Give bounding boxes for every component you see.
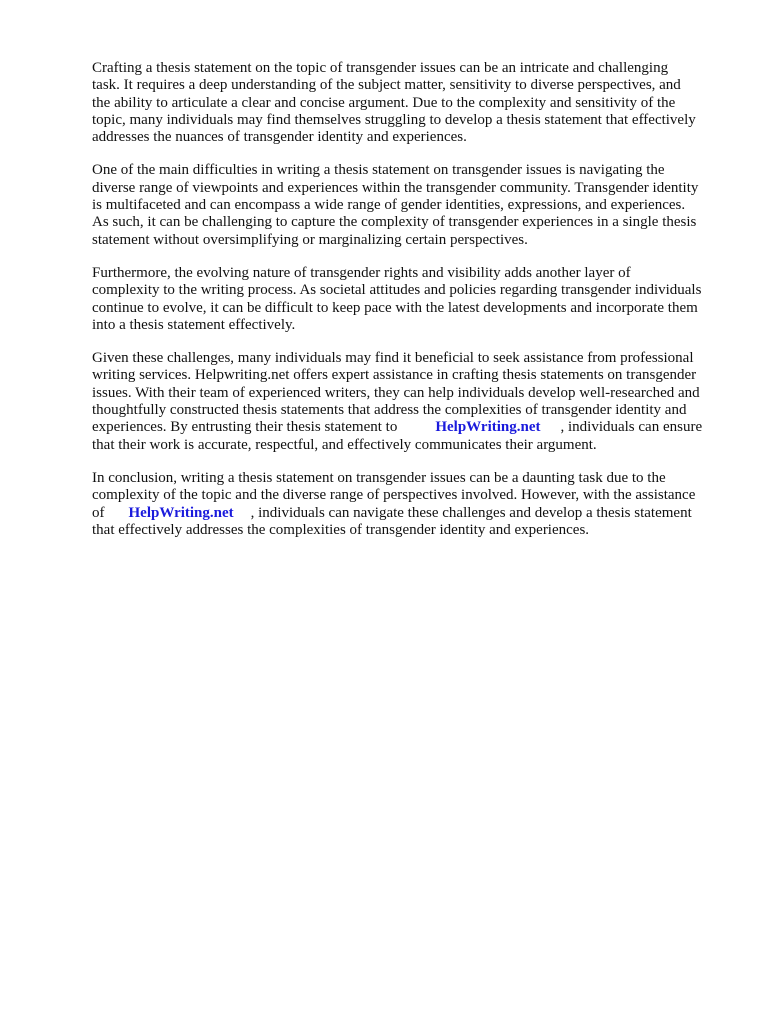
text-line: continue to evolve, it can be difficult to keep pace with the latest developments and incorporate them: [92, 299, 698, 316]
text-line: Furthermore, the evolving nature of transgender rights and visibility adds another layer of: [92, 264, 631, 281]
paragraph-intro: [92, 60, 732, 146]
text-segment: , individuals can navigate these challenges and develop a thesis statement: [250, 504, 692, 521]
helpwriting-link[interactable]: HelpWriting.net: [435, 419, 541, 436]
text-line: the ability to articulate a clear and concise argument. Due to the complexity and sensitivity of the: [92, 94, 676, 111]
helpwriting-link[interactable]: HelpWriting.net: [128, 504, 234, 521]
text-line: addresses the nuances of transgender identity and experiences.: [92, 129, 467, 146]
document-body: [92, 60, 732, 555]
text-line-with-link: [92, 505, 732, 522]
text-line: statement without oversimplifying or marginalizing certain perspectives.: [92, 231, 528, 248]
text-line: Crafting a thesis statement on the topic of transgender issues can be an intricate and challenging: [92, 60, 669, 76]
text-line: into a thesis statement effectively.: [92, 316, 296, 333]
text-line: task. It requires a deep understanding of the subject matter, sensitivity to diverse perspectives, and: [92, 77, 681, 94]
text-line: writing services. Helpwriting.net offers expert assistance in crafting thesis statements on transgender: [92, 367, 697, 384]
text-line: is multifaceted and can encompass a wide range of gender identities, expressions, and experiences.: [92, 197, 686, 214]
text-line-with-link: [92, 419, 732, 436]
text-line: thoughtfully constructed thesis statements that address the complexities of transgender identity and: [92, 402, 687, 419]
paragraph-conclusion: [92, 470, 732, 539]
paragraph-evolving: [92, 265, 732, 334]
text-line: As such, it can be challenging to capture the complexity of transgender experiences in a single thesis: [92, 214, 697, 231]
text-segment: experiences. By entrusting their thesis statement to: [92, 419, 398, 436]
paragraph-difficulties: [92, 162, 732, 248]
paragraph-assistance: [92, 350, 732, 454]
text-line: In conclusion, writing a thesis statement on transgender issues can be a daunting task due to the: [92, 469, 666, 486]
text-segment: of: [92, 504, 105, 521]
text-line: complexity to the writing process. As societal attitudes and policies regarding transgender individuals: [92, 282, 702, 299]
text-line: Given these challenges, many individuals may find it beneficial to seek assistance from professional: [92, 350, 694, 367]
text-line: One of the main difficulties in writing a thesis statement on transgender issues is navigating the: [92, 162, 665, 179]
text-line: that effectively addresses the complexities of transgender identity and experiences.: [92, 521, 590, 538]
text-line: complexity of the topic and the diverse range of perspectives involved. However, with the assistance: [92, 487, 696, 504]
text-segment: , individuals can ensure: [560, 419, 703, 436]
text-line: topic, many individuals may find themselves struggling to develop a thesis statement that effectively: [92, 111, 696, 128]
text-line: that their work is accurate, respectful, and effectively communicates their argument.: [92, 436, 597, 453]
text-line: issues. With their team of experienced writers, they can help individuals develop well-researched and: [92, 384, 700, 401]
text-line: diverse range of viewpoints and experiences within the transgender community. Transgender identity: [92, 179, 699, 196]
